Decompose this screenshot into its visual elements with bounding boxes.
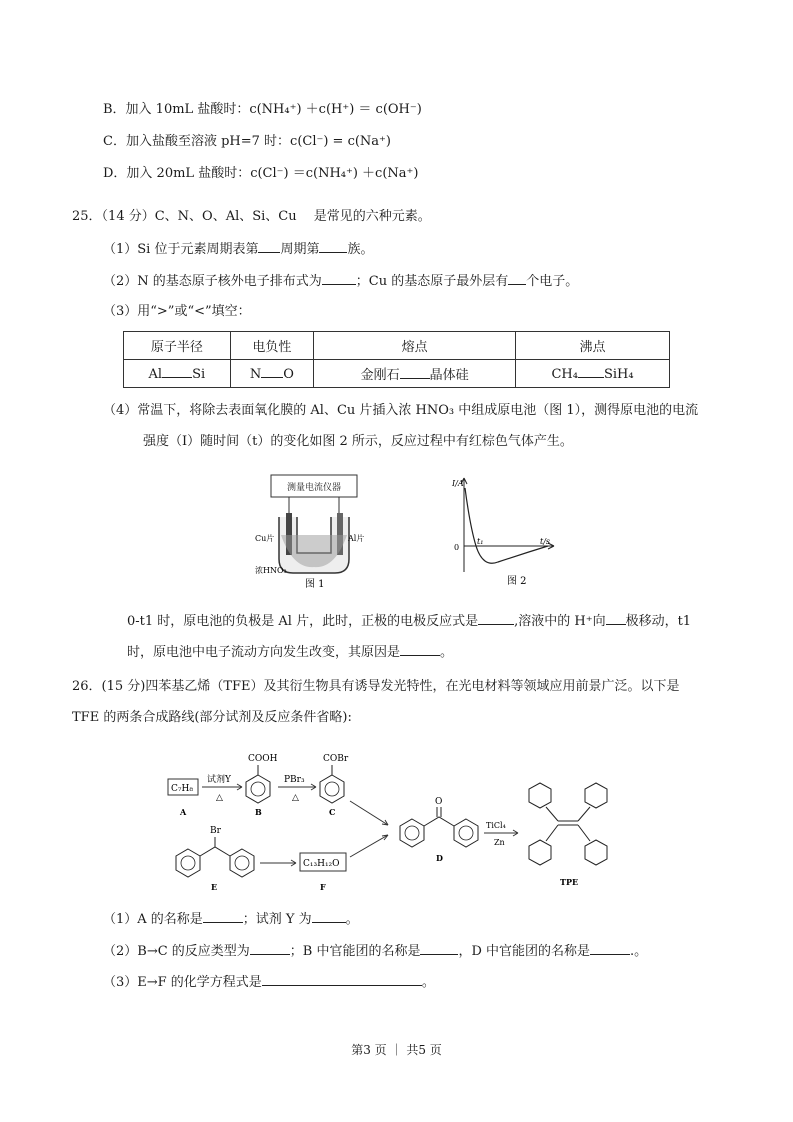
answer-blank[interactable] [162,365,192,378]
fig1-caption: 图 1 [305,579,325,590]
benzene-ring [246,775,270,803]
benzene-ring [454,819,478,847]
q24-option-d: D．加入 20mL 盐酸时：c(Cl⁻) ＝c(NH₄⁺) ＋c(Na⁺) [103,166,419,181]
benzene-ring [230,849,254,877]
benzene-ring [320,775,344,803]
benzene-ring [400,819,424,847]
q25-part1-text-c: 族。 [347,242,374,257]
answer-blank[interactable] [420,942,458,955]
benzene-ring [585,783,607,808]
fig2-origin-label: 0 [454,543,460,552]
compound-d-label: D [436,853,443,863]
current-curve [465,488,551,563]
reagent-zn: Zn [494,838,505,847]
reagent-y: 试剂Y [207,775,231,785]
answer-blank[interactable] [578,365,604,378]
table-header: 原子半径 [124,332,231,360]
reagent-ticl4: TiCl₄ [486,821,506,830]
compound-e-group: Br [210,826,221,836]
compound-a-formula: C₇H₈ [171,784,193,794]
compound-c-group: COBr [323,754,349,764]
table-header: 电负性 [230,332,313,360]
benzene-ring [585,840,607,865]
table-cell: CH₄ SiH₄ [516,360,670,388]
compound-b-label: B [255,807,262,817]
fig2-y-label: I/A [452,479,464,488]
synthesis-scheme [160,745,620,893]
table-cell: 金刚石 晶体硅 [314,360,516,388]
compound-c-label: C [329,807,336,817]
q26-heading-line2: TFE 的两条合成路线(部分试剂及反应条件省略): [72,710,352,725]
fig1-device-label: 测量电流仪器 [286,483,342,493]
benzene-ring [529,840,551,865]
answer-blank[interactable] [262,973,422,986]
q26-part1: （1）A 的名称是 ；试剂 Y 为 。 [103,912,359,927]
compound-f-formula: C₁₃H₁₂O [303,859,340,869]
compound-f-label: F [320,882,326,892]
q24-option-b: B．加入 10mL 盐酸时：c(NH₄⁺) ＋c(H⁺) ＝ c(OH⁻) [103,102,422,117]
comparison-table [123,331,670,388]
q25-part2-text-a: （2）N 的基态原子核外电子排布式为 [103,274,322,289]
q25-part2-text-b: ；Cu 的基态原子最外层有 [355,274,509,289]
answer-blank[interactable] [478,612,514,625]
answer-blank[interactable] [203,910,243,923]
figure-2-current-time-graph [450,470,560,592]
q25-part4-line1: （4）常温下，将除去表面氧化膜的 Al、Cu 片插入浓 HNO₃ 中组成原电池（图 1），测得原电池的电流 [103,403,699,418]
fig2-x-label: t/s [540,537,551,546]
fig1-al-label: Al片 [348,534,365,543]
compound-e-label: E [211,882,218,892]
answer-blank[interactable] [508,272,526,285]
reagent-pbr3: PBr₃ [284,775,305,785]
benzene-ring [176,849,200,877]
answer-blank[interactable] [258,240,280,253]
answer-blank[interactable] [400,643,440,656]
table-cell: Al Si [124,360,231,388]
q25-part4-question-b: 时，原电池中电子流动方向发生改变，其原因是 。 [127,645,454,660]
q25-part1 [103,240,374,259]
answer-blank[interactable] [400,366,430,379]
benzene-ring [529,783,551,808]
q25-part2-text-c: 个电子。 [526,274,579,289]
q25-heading: 25．（14 分）C、N、O、Al、Si、Cu 是常见的六种元素。 [72,209,431,224]
heat-symbol: △ [292,793,299,803]
q26-part3: （3）E→F 的化学方程式是 。 [103,975,435,990]
page-footer: 第3 页 ｜ 共5 页 [351,1043,442,1057]
answer-blank[interactable] [319,240,347,253]
table-header: 沸点 [516,332,670,360]
q25-part2 [103,272,578,291]
answer-blank[interactable] [261,365,283,378]
answer-blank[interactable] [250,942,290,955]
fig2-caption: 图 2 [507,576,527,587]
compound-d-group: O [435,797,443,807]
fig1-acid-label: 浓HNO₃ [255,566,287,575]
table-header-row [124,332,670,360]
heat-symbol: △ [216,793,223,803]
fig1-cu-label: Cu片 [255,534,275,543]
tpe-label: TPE [560,877,579,887]
table-cell: N O [230,360,313,388]
table-row [124,360,670,388]
answer-blank[interactable] [312,910,346,923]
compound-b-group: COOH [248,754,278,764]
q26-part2: （2）B→C 的反应类型为 ；B 中官能团的名称是 ，D 中官能团的名称是 .。 [103,944,648,959]
q25-part1-text-a: （1）Si 位于元素周期表第 [103,242,259,257]
answer-blank[interactable] [606,612,626,625]
fig2-t1-label: t₁ [477,537,484,546]
answer-blank[interactable] [590,942,630,955]
q25-part3: （3）用“>”或“<”填空： [103,304,251,319]
answer-blank[interactable] [322,272,356,285]
q25-part4-question-a: 0-t1 时，原电池的负极是 Al 片，此时，正极的电极反应式是 ,溶液中的 H⁺向 极移动，t1 [127,614,692,629]
compound-a-label: A [180,807,187,817]
table-header: 熔点 [314,332,516,360]
q25-part4-line2: 强度（I）随时间（t）的变化如图 2 所示，反应过程中有红棕色气体产生。 [143,434,573,449]
q24-option-c: C．加入盐酸至溶液 pH=7 时：c(Cl⁻) = c(Na⁺) [103,134,391,149]
q25-part1-text-b: 周期第 [280,242,320,257]
figure-1-galvanic-cell [253,469,373,593]
q26-heading-line1: 26．(15 分)四苯基乙烯（TFE）及其衍生物具有诱导发光特性，在光电材料等领域应用前景广泛。以下是 [72,679,680,694]
